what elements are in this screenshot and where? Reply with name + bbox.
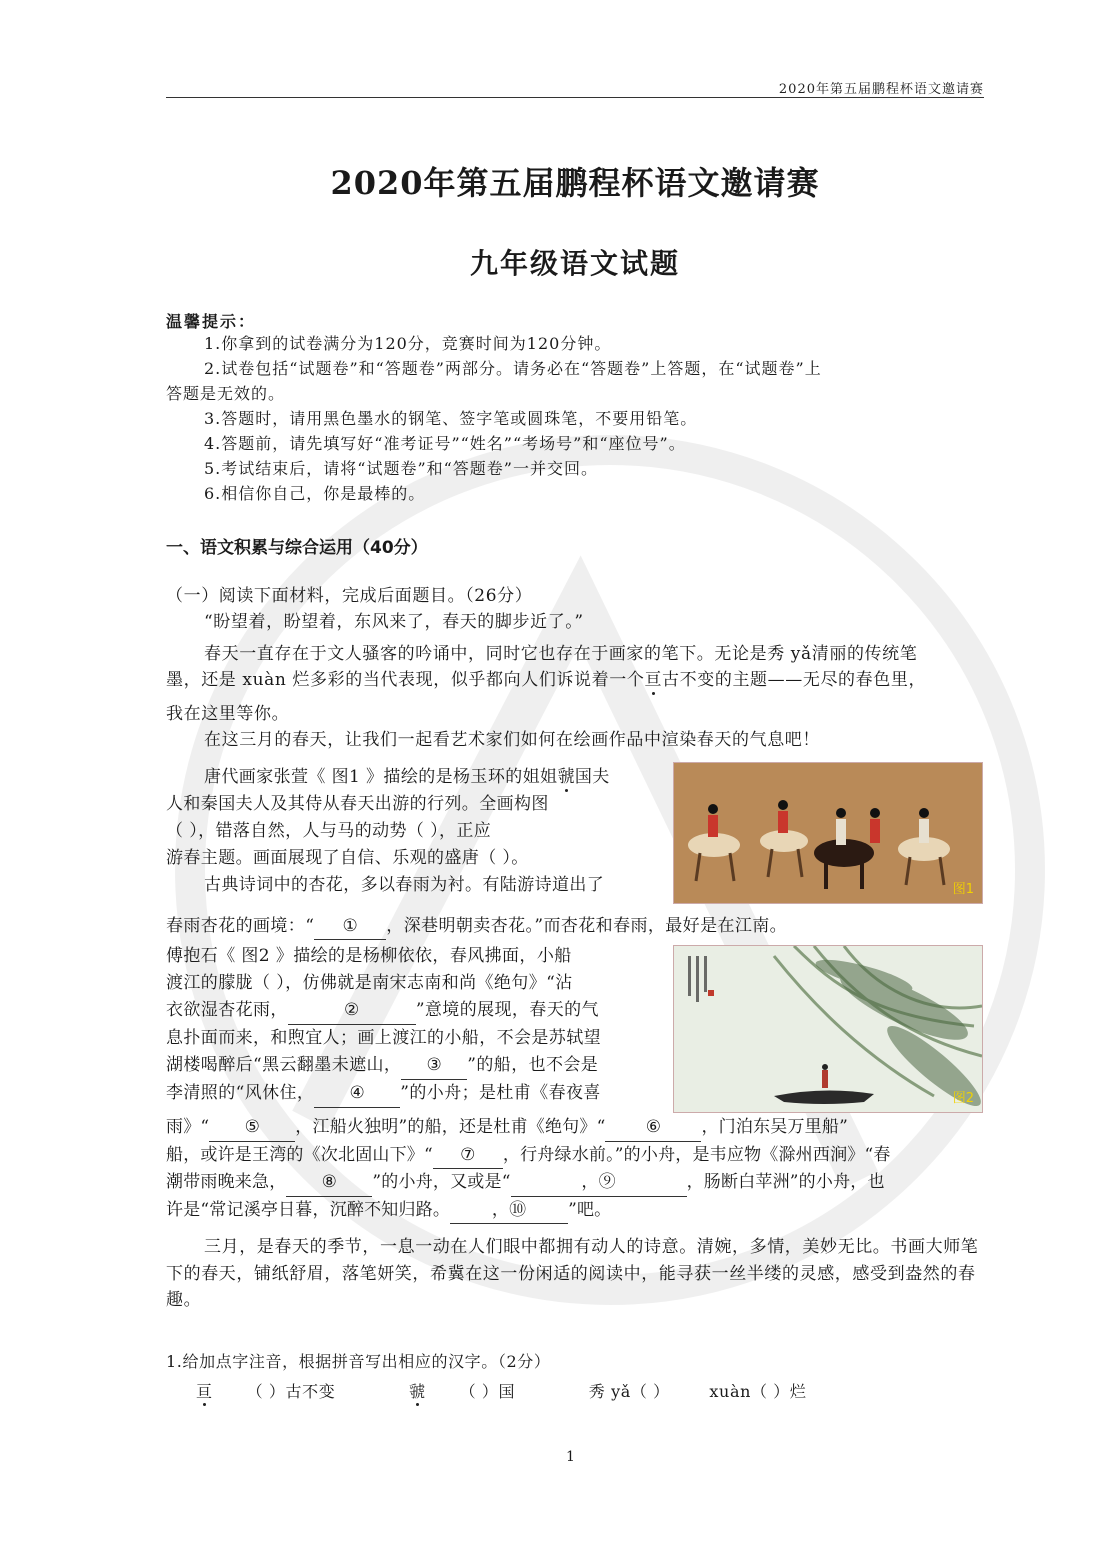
dotted-char: 虢 <box>408 1382 426 1401</box>
part-heading: （一）阅读下面材料，完成后面题目。（26分） <box>166 586 533 606</box>
text-span: ，门泊东吴万里船” <box>701 1117 848 1137</box>
figure-label: 图2 <box>952 1091 974 1106</box>
figure-1-painting <box>673 762 983 904</box>
answer-blank: ⑤ <box>209 1114 295 1142</box>
tips-list <box>166 331 984 506</box>
exam-subtitle: 九年级语文试题 <box>469 247 680 280</box>
paragraph-line <box>166 1052 666 1080</box>
text-span: 船，或许是王湾的《次北固山下》“ <box>166 1144 433 1165</box>
paragraph-text: 三月，是春天的季节，一息一动在人们眼中都拥有动人的诗意。清婉，多情，美妙无比。书画大师笔下的春天，铺纸舒眉，落笔妍笑，希冀在这一份闲适的阅读中，能寻获一丝半缕的灵感，感受到盎然的春趣。 <box>166 1237 979 1310</box>
running-header: 2020年第五届鹏程杯语文邀请赛 <box>778 82 984 97</box>
paragraph-intro <box>166 641 984 753</box>
paragraph-line: 在这三月的春天，让我们一起看艺术家们如何在绘画作品中渲染春天的气息吧！ <box>204 730 820 750</box>
text-span: 古不变的主题——无尽的春色里， <box>662 670 927 690</box>
text-span: 李清照的“风休住， <box>166 1083 315 1103</box>
text-span: 唐代画家张萱《 图1 》描绘的是杨玉环的姐姐 <box>204 767 558 787</box>
tip-item: 答题是无效的。 <box>166 384 286 403</box>
figure-label: 图1 <box>952 882 974 897</box>
paragraph-line: 傅抱石《 图2 》描绘的是杨柳依依，春风拂面，小船 <box>166 946 572 966</box>
figure-2-painting <box>673 945 983 1113</box>
tip-item: 1.你拿到的试卷满分为120分，竞赛时间为120分钟。 <box>204 334 612 353</box>
text-span: ，深巷明朝卖杏花。”而杏花和春雨，最好是在江南。 <box>386 916 788 936</box>
text-span: ”的船，也不会是 <box>467 1055 599 1075</box>
answer-blank: ⑦ <box>433 1142 503 1170</box>
text-span: ，行舟绿水前。”的小舟，是韦应物《滁州西涧》“春 <box>502 1144 891 1165</box>
question-item: 秀 yǎ（ ） <box>588 1382 670 1401</box>
answer-blank: ① <box>314 913 386 940</box>
paragraph-line <box>166 913 984 940</box>
text-span: 春雨杏花的画境：“ <box>166 916 315 936</box>
paragraph-line: 我在这里等你。 <box>166 704 290 724</box>
dotted-char: 亘 <box>644 670 663 690</box>
text-span: ”的小舟，又或是“ <box>372 1172 511 1192</box>
dotted-char: 虢 <box>557 767 575 787</box>
answer-blank: ，⑩ <box>450 1197 568 1225</box>
text-span: ”意境的展现，春天的气 <box>415 1000 599 1020</box>
text-span: ，江船火独明”的船，还是杜甫《绝句》“ <box>295 1117 606 1137</box>
paragraph-line <box>166 997 666 1025</box>
tip-item: 2.试卷包括“试题卷”和“答题卷”两部分。请务必在“答题卷”上答题，在“试题卷”上 <box>204 359 822 378</box>
paragraph-line: 人和秦国夫人及其侍从春天出游的行列。全画构图 <box>166 794 549 814</box>
paragraph-line <box>166 1197 984 1225</box>
quote-line: “盼望着，盼望着，东风来了，春天的脚步近了。” <box>204 612 584 632</box>
answer-blank: ③ <box>401 1052 467 1080</box>
text-span: ”的小舟；是杜甫《春夜喜 <box>400 1083 601 1103</box>
tip-item: 5.考试结束后，请将“试题卷”和“答题卷”一并交回。 <box>204 459 598 478</box>
tip-item: 6.相信你自己，你是最棒的。 <box>204 484 426 503</box>
tip-item: 3.答题时，请用黑色墨水的钢笔、签字笔或圆珠笔，不要用铅笔。 <box>204 409 698 428</box>
text-span: （ ）古不变 <box>246 1382 336 1401</box>
answer-blank: ④ <box>314 1080 400 1108</box>
painting-paragraph-2 <box>166 943 666 1108</box>
text-span: 墨，还是 xuàn 烂多彩的当代表现，似乎都向人们诉说着一个 <box>166 670 645 690</box>
horse-riders-illustration <box>674 763 982 903</box>
text-span: 雨》“ <box>166 1117 210 1137</box>
question-item <box>409 1382 549 1401</box>
question-item: xuàn（ ）烂 <box>709 1382 807 1401</box>
answer-blank: ，⑨ <box>511 1169 687 1197</box>
answer-blank: ⑧ <box>286 1169 372 1197</box>
text-span: （ ）国 <box>459 1382 516 1401</box>
paragraph-line: 春天一直存在于文人骚客的吟诵中，同时它也存在于画家的笔下。无论是秀 yǎ清丽的传统笔 <box>204 644 918 664</box>
paragraph-line <box>166 1142 984 1170</box>
paragraph-line <box>166 667 984 693</box>
answer-blank: ② <box>288 997 416 1025</box>
paragraph-line: 古典诗词中的杏花，多以春雨为衬。有陆游诗道出了 <box>204 875 605 895</box>
paragraph-line: 息扑面而来，和煦宜人；画上渡江的小船，不会是苏轼望 <box>166 1028 601 1048</box>
poem-blanks-paragraph <box>166 1114 984 1224</box>
paragraph-line: 渡江的朦胧（ ），仿佛就是南宋志南和尚《绝句》“沾 <box>166 973 573 993</box>
question-1-stem: 1.给加点字注音，根据拼音写出相应的汉字。（2分） <box>166 1352 551 1371</box>
text-span: 国夫 <box>574 767 610 787</box>
paragraph-line <box>166 1080 666 1108</box>
paragraph-line: （ ），错落自然，人与马的动势（ ），正应 <box>166 821 492 841</box>
paragraph-line <box>166 1114 984 1142</box>
exam-title: 2020年第五届鹏程杯语文邀请赛 <box>330 164 820 202</box>
closing-paragraph <box>166 1234 984 1314</box>
question-item <box>196 1382 369 1401</box>
section-heading: 一、语文积累与综合运用（40分） <box>166 538 428 558</box>
text-span: 湖楼喝醉后“黑云翻墨未遮山， <box>166 1055 402 1075</box>
willow-boat-illustration <box>674 946 982 1112</box>
text-span: 许是“常记溪亭日暮，沉醉不知归路。 <box>166 1199 451 1220</box>
text-span: ”吧。 <box>568 1199 612 1220</box>
answer-blank: ⑥ <box>605 1114 701 1142</box>
question-1-items <box>196 1379 896 1402</box>
painting-paragraph-1 <box>166 764 666 899</box>
paragraph-line: 游春主题。画面展现了自信、乐观的盛唐（ ）。 <box>166 848 529 868</box>
dotted-char: 亘 <box>196 1382 213 1401</box>
paragraph-line <box>166 1169 984 1197</box>
tip-item: 4.答题前，请先填写好“准考证号”“姓名”“考场号”和“座位号”。 <box>204 434 686 453</box>
text-span: ，肠断白苹洲”的小舟，也 <box>686 1172 885 1192</box>
tips-heading: 温馨提示： <box>166 312 257 331</box>
header-rule <box>166 97 984 98</box>
paragraph-line <box>166 764 666 791</box>
text-span: 潮带雨晚来急， <box>166 1172 287 1192</box>
text-span: 衣欲湿杏花雨， <box>166 1000 288 1020</box>
page-number: 1 <box>566 1449 575 1465</box>
